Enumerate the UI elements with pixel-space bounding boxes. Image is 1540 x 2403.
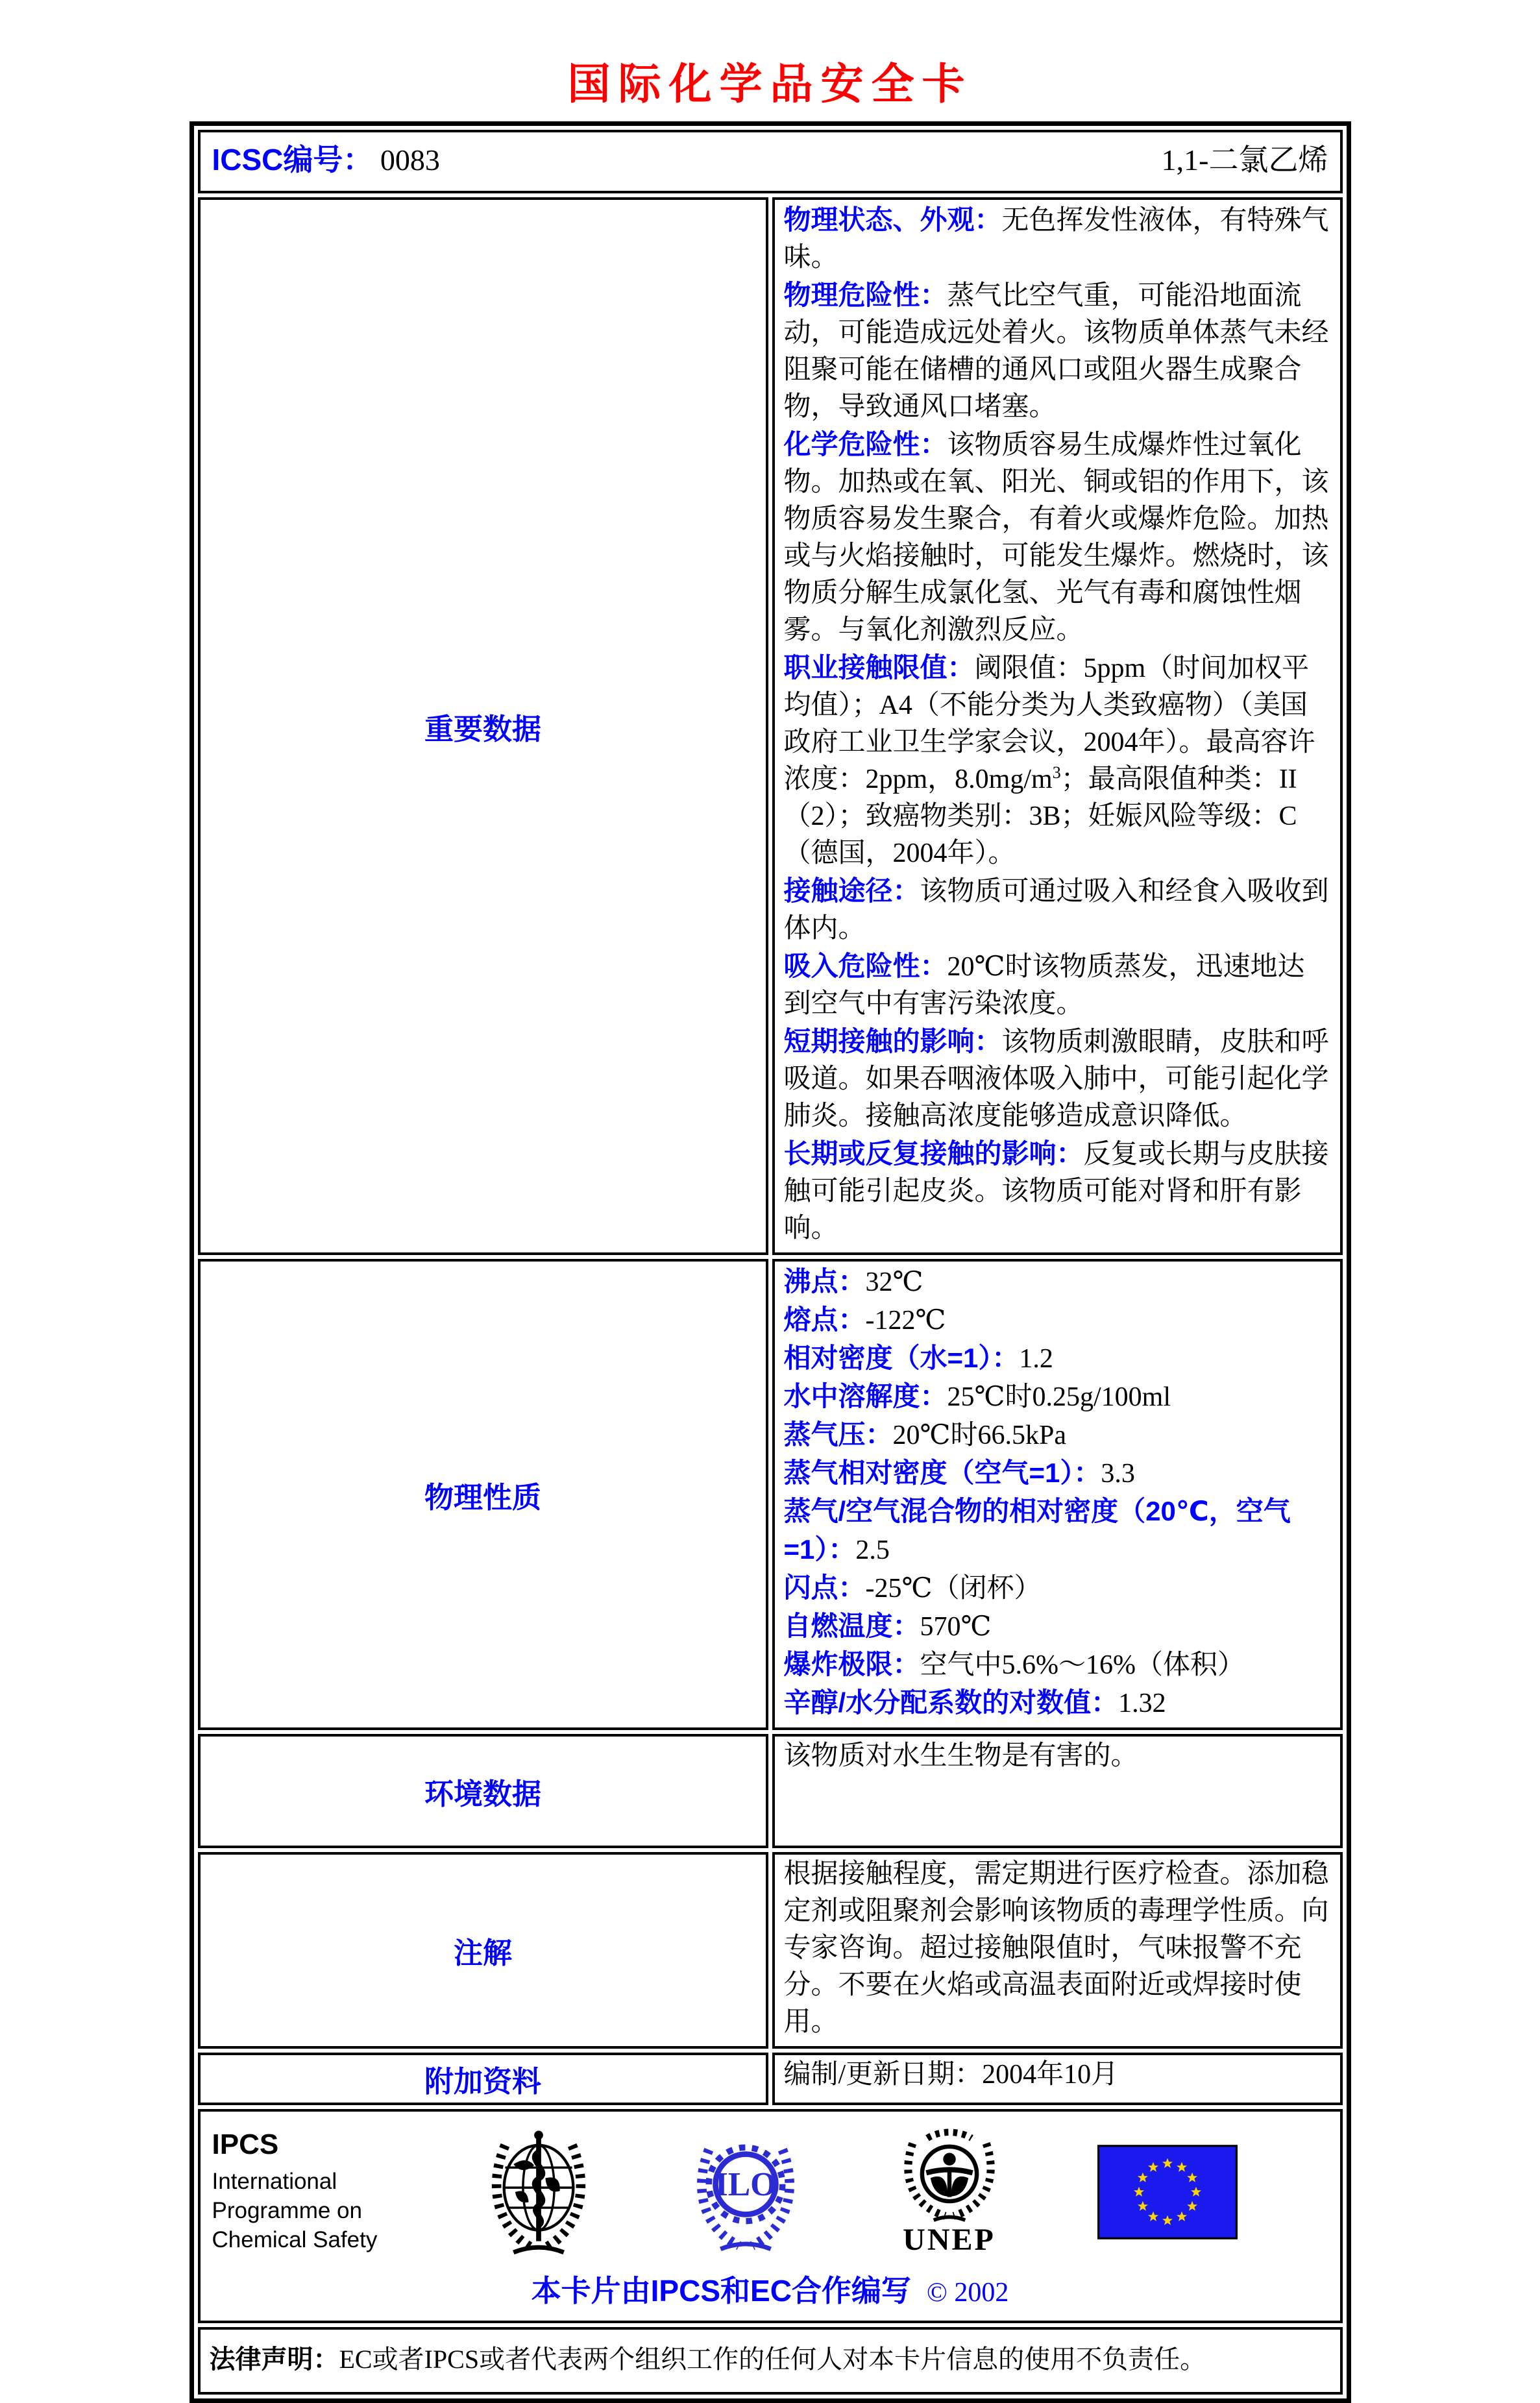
field-text: 该物质刺激眼睛，皮肤和呼吸道。如果吞咽液体吸入肺中，可能引起化学肺炎。接触高浓度能够造成意识降低。: [783, 1027, 1329, 1131]
prop-boiling-point: [784, 1263, 1331, 1301]
ipcs-line-2: Programme on: [212, 2198, 362, 2223]
field-label: 蒸气/空气混合物的相对密度（20℃，空气=1）：: [783, 1496, 1291, 1565]
data-item-physical-state: [784, 201, 1331, 276]
environment-row: [198, 1734, 1343, 1848]
legal-row: [198, 2327, 1343, 2395]
field-text: 空气中5.6%～16%（体积）: [920, 1650, 1245, 1680]
field-label: 闪点：: [783, 1572, 866, 1603]
field-label: 接触途径：: [783, 875, 920, 906]
chemical-name: 1,1-二氯乙烯: [1161, 143, 1328, 177]
important-data-row: [198, 197, 1343, 1255]
physical-properties-row: [198, 1259, 1343, 1730]
field-text: 蒸气比空气重，可能沿地面流动，可能造成远处着火。该物质单体蒸气未经阻聚可能在储槽的通风口或阻火器生成聚合物，导致通风口堵塞。: [783, 281, 1329, 422]
ipcs-line-1: International: [212, 2169, 337, 2194]
additional-info-side-label: 附加资料: [198, 2053, 768, 2105]
field-text: 该物质容易生成爆炸性过氧化物。加热或在氧、阳光、铜或铝的作用下，该物质容易发生聚合，有着火或爆炸危险。加热或与火焰接触时，可能发生爆炸。燃烧时，该物质分解生成氯化氢、光气有毒和腐蚀性烟雾。与氧化剂激烈反应。: [783, 430, 1329, 645]
unep-wordmark: UNEP: [903, 2222, 996, 2257]
field-label: 熔点：: [783, 1304, 866, 1335]
ipcs-line-3: Chemical Safety: [212, 2227, 378, 2252]
ilo-logo-icon: [690, 2127, 801, 2257]
field-label: 蒸气相对密度（空气=1）：: [783, 1458, 1101, 1488]
environment-side-label: 环境数据: [198, 1734, 768, 1848]
logos-cell: [198, 2109, 1343, 2323]
field-label: 蒸气压：: [783, 1419, 893, 1450]
ipcs-acronym: IPCS: [212, 2129, 279, 2160]
prop-vapor-pressure: [784, 1416, 1331, 1454]
prop-vapor-density: [784, 1454, 1331, 1493]
logos-row: [198, 2109, 1343, 2323]
field-text: 该物质对水生生物是有害的。: [783, 1741, 1138, 1771]
svg-text:ILO: ILO: [715, 2166, 776, 2204]
credit-line: [201, 2267, 1340, 2310]
important-data-content: [772, 197, 1343, 1255]
field-text: 编制/更新日期：2004年10月: [783, 2060, 1119, 2090]
icsc-number-group: [212, 141, 440, 178]
field-label: 爆炸极限：: [783, 1649, 920, 1679]
field-text: 20℃时66.5kPa: [892, 1421, 1066, 1450]
notes-side-label: 注解: [198, 1852, 768, 2049]
field-text: 根据接触程度，需定期进行医疗检查。添加稳定剂或阻聚剂会影响该物质的毒理学性质。向专家咨询。超过接触限值时，气味报警不充分。不要在火焰或高温表面附近或焊接时使用。: [783, 1859, 1329, 2037]
field-label: 相对密度（水=1）：: [783, 1343, 1020, 1373]
icsc-number-label: ICSC编号：: [212, 142, 373, 177]
unep-logo-icon: [897, 2127, 1002, 2226]
who-logo-icon: [483, 2125, 594, 2260]
legal-text: EC或者IPCS或者代表两个组织工作的任何人对本卡片信息的使用不负责任。: [339, 2345, 1206, 2374]
icsc-number-value: 0083: [380, 143, 440, 177]
data-item-chemical-danger: [784, 426, 1331, 649]
physical-properties-side-label: 物理性质: [198, 1259, 768, 1730]
notes-row: [198, 1852, 1343, 2049]
notes-content: [772, 1852, 1343, 2049]
data-item-exposure-routes: [784, 872, 1331, 947]
legal-label: 法律声明：: [209, 2345, 339, 2374]
field-label: 沸点：: [783, 1266, 866, 1297]
superscript: 3: [1052, 763, 1061, 782]
field-label: 辛醇/水分配系数的对数值：: [783, 1687, 1119, 1718]
field-text: 25℃时0.25g/100ml: [947, 1382, 1171, 1412]
field-text: 该物质可通过吸入和经食入吸收到体内。: [783, 877, 1329, 944]
field-label: 自燃温度：: [783, 1611, 920, 1641]
field-label: 化学危险性：: [783, 429, 947, 459]
field-label: 短期接触的影响：: [783, 1026, 1002, 1056]
credit-year: © 2002: [926, 2278, 1009, 2308]
field-text: 2.5: [855, 1535, 890, 1565]
field-label: 长期或反复接触的影响：: [783, 1138, 1084, 1169]
icsc-card-table: [189, 121, 1351, 2403]
ipcs-text-block: [212, 2130, 387, 2254]
field-label: 吸入危险性：: [783, 951, 947, 981]
field-text: -25℃（闭杯）: [865, 1574, 1042, 1604]
field-text: 无色挥发性液体，有特殊气味。: [783, 206, 1329, 273]
credit-text: 本卡片由IPCS和EC合作编写: [531, 2274, 911, 2308]
prop-explosive-limits: [784, 1646, 1331, 1684]
data-item-exposure-limits: [784, 649, 1331, 872]
field-label: 物理危险性：: [783, 280, 947, 310]
field-label: 职业接触限值：: [783, 652, 975, 683]
prop-autoignition-temp: [784, 1607, 1331, 1646]
prop-relative-density: [784, 1339, 1331, 1378]
data-item-physical-danger: [784, 276, 1331, 426]
prop-flash-point: [784, 1569, 1331, 1607]
field-text: 阈限值：5ppm（时间加权平均值）；A4（不能分类为人类致癌物）（美国政府工业卫生学家会议，2004年）。最高容许浓度：2ppm，8.0mg/m: [783, 653, 1315, 794]
unep-logo-block: [897, 2127, 1002, 2258]
additional-info-row: [198, 2053, 1343, 2105]
field-label: 水中溶解度：: [783, 1381, 947, 1411]
field-text: 32℃: [865, 1267, 923, 1297]
data-item-long-term-effects: [784, 1135, 1331, 1247]
important-data-side-label: 重要数据: [198, 197, 768, 1255]
field-text: 反复或长期与皮肤接触可能引起皮炎。该物质可能对肾和肝有影响。: [783, 1140, 1329, 1243]
prop-melting-point: [784, 1301, 1331, 1339]
data-item-inhalation-risk: [784, 947, 1331, 1023]
environment-content: [772, 1734, 1343, 1848]
data-item-short-term-effects: [784, 1023, 1331, 1135]
page-title: 国际化学品安全卡: [567, 61, 973, 108]
header-row: [198, 130, 1343, 193]
field-text: 1.2: [1019, 1344, 1053, 1374]
prop-vapor-air-mixture-density: [784, 1493, 1331, 1569]
prop-water-solubility: [784, 1378, 1331, 1416]
field-text: 3.3: [1101, 1459, 1135, 1489]
field-text: 570℃: [920, 1612, 992, 1642]
field-text: -122℃: [865, 1306, 946, 1336]
field-label: 物理状态、外观：: [783, 204, 1002, 235]
field-text: ；最高限值种类：II（2）；致癌物类别：3B；妊娠风险等级：C（德国，2004年）。: [783, 764, 1297, 868]
eu-flag-icon: [1097, 2145, 1238, 2239]
legal-cell: [198, 2327, 1343, 2395]
additional-info-content: [772, 2053, 1343, 2105]
prop-octanol-water-coefficient: [784, 1684, 1331, 1722]
field-text: 1.32: [1118, 1689, 1166, 1718]
field-text: 20℃时该物质蒸发，迅速地达到空气中有害污染浓度。: [783, 952, 1305, 1019]
physical-properties-content: [772, 1259, 1343, 1730]
header-cell: [198, 130, 1343, 193]
